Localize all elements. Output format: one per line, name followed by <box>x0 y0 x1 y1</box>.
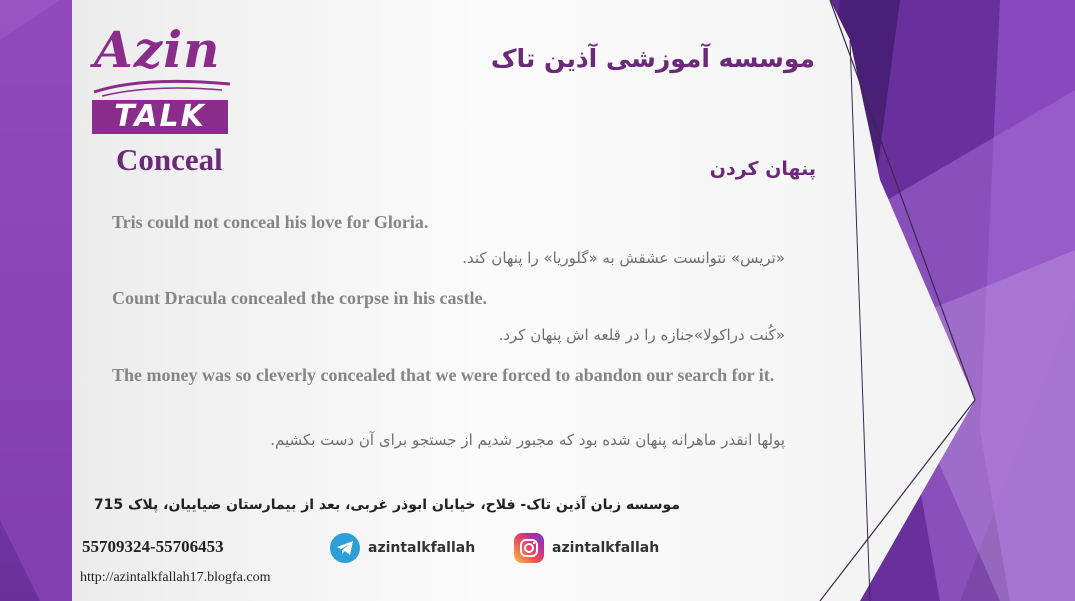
footer-phone: 55709324-55706453 <box>82 537 224 556</box>
example-sentence-en: Count Dracula concealed the corpse in his castle. <box>112 288 487 308</box>
instagram-link[interactable] <box>514 531 659 565</box>
telegram-handle: azintalkfallah <box>368 540 476 556</box>
word-translation: پنهان کردن <box>709 158 816 180</box>
footer-address: موسسه زبان آذین تاک- فلاح، خیابان ابوذر غربی، بعد از بیمارستان ضیاییان، پلاک 715 <box>93 497 680 513</box>
logo-talk-badge: TALK <box>92 100 228 134</box>
logo <box>88 14 238 177</box>
example-sentence-en: The money was so cleverly concealed that we were forced to abandon our search for it. <box>112 365 775 385</box>
telegram-icon <box>330 533 360 563</box>
vocabulary-word: Conceal <box>116 142 223 177</box>
example-sentence-en: Tris could not conceal his love for Gloria. <box>112 212 429 232</box>
page-title: موسسه آموزشی آذین تاک <box>490 44 815 73</box>
instagram-handle: azintalkfallah <box>552 540 660 556</box>
footer-website-link[interactable]: http://azintalkfallah17.blogfa.com <box>80 570 271 585</box>
telegram-link[interactable] <box>330 531 475 565</box>
example-sentence-fa: «کُنت دراکولا»جنازه را در قلعه اش پنهان کرد. <box>498 326 785 344</box>
example-sentence-fa: «تریس» نتوانست عشقش به «گلوریا» را پنهان کند. <box>462 249 785 267</box>
logo-swoosh-icon <box>92 74 232 98</box>
example-sentence-fa: پولها انقدر ماهرانه پنهان شده بود که مجبور شدیم از جستجو برای آن دست بکشیم. <box>270 431 785 449</box>
logo-azin-text: Azin <box>94 20 221 79</box>
instagram-icon <box>514 533 544 563</box>
